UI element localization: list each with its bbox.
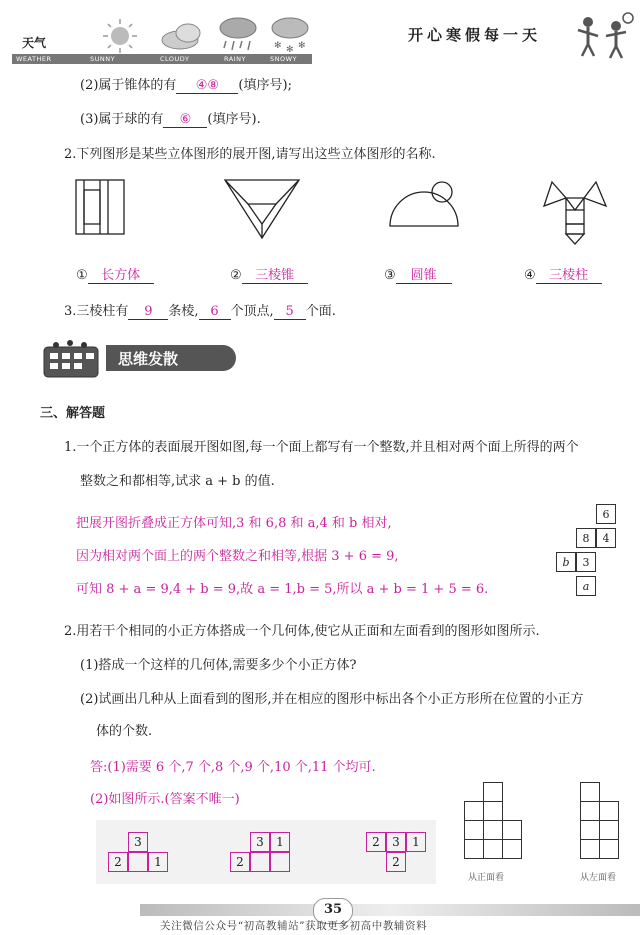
p2-sub2a: (2)试画出几种从上面看到的图形,并在相应的图形中标出各个小正方形所在位置的小正方: [80, 692, 584, 707]
svg-text:✻: ✻: [298, 41, 306, 51]
p2-sub1: (1)搭成一个这样的几何体,需要多少个小正方体?: [80, 658, 357, 673]
net-cone-figure: [384, 180, 464, 230]
sun-icon: [100, 16, 140, 54]
p1-answer-1: 把展开图折叠成正方体可知,3 和 6,8 和 a,4 和 b 相对,: [76, 516, 392, 531]
p2-line1: 2.用若干个相同的小正方体搭成一个几何体,使它从正面和左面看到的图形如图所示.: [64, 624, 540, 639]
left-view-label: 从左面看: [580, 873, 617, 883]
cube-net-figure: [554, 500, 636, 604]
snow-icon: [266, 14, 314, 54]
p1-answer-2: 因为相对两个面上的两个整数之和相等,根据 3 + 6 = 9,: [76, 549, 399, 564]
top-view-figure-3: 2 3 1 2: [362, 830, 442, 876]
weather-label: 天气: [22, 36, 47, 50]
top-view-figure-1: 3 2 1: [104, 830, 174, 876]
header-banner: 开心寒假每一天: [408, 26, 542, 44]
net-cell: a: [576, 576, 596, 596]
front-view-label: 从正面看: [468, 873, 505, 883]
net-cell: 8: [576, 528, 596, 548]
section-title-bar: [106, 345, 236, 371]
p2-sub2b: 体的个数.: [96, 724, 153, 739]
rain-icon: [214, 14, 262, 54]
p1-answer-3: 可知 8 + a = 9,4 + b = 9,故 a = 1,b = 5,所以 a + b = 1 + 5 = 6.: [76, 582, 489, 597]
q1-sub3: (3)属于球的有 ⑥ (填序号).: [80, 112, 261, 127]
top-view-figure-2: 3 1 2: [226, 830, 296, 876]
page-number: 35: [313, 898, 353, 924]
q2-answer-2: ② 三棱锥: [230, 264, 308, 284]
net-cell: b: [556, 552, 576, 572]
footer-text: 关注微信公众号“初高教辅站”获取更多初高中教辅资料: [160, 920, 428, 932]
q3-text: 3.三棱柱有 9 条棱, 6 个顶点, 5 个面.: [64, 304, 336, 319]
net-triangular-pyramid-figure: [222, 176, 302, 242]
section-title: 思维发散: [118, 350, 179, 368]
p1-line2: 整数之和都相等,试求 a + b 的值.: [80, 474, 275, 489]
svg-text:✻: ✻: [274, 41, 282, 51]
net-cell: 6: [596, 504, 616, 524]
footer-bar: [140, 904, 640, 916]
q2-answer-3: ③ 圆锥: [384, 264, 452, 284]
p1-line1: 1.一个正方体的表面展开图如图,每一个面上都写有一个整数,并且相对两个面上所得的两个: [64, 440, 579, 455]
q1-sub2: (2)属于锥体的有 ④⑧ (填序号);: [80, 78, 292, 93]
p2-answer-2: (2)如图所示.(答案不唯一): [90, 792, 240, 807]
children-icon: [574, 10, 634, 60]
p2-answer-1: 答:(1)需要 6 个,7 个,8 个,9 个,10 个,11 个均可.: [90, 760, 376, 775]
left-view-figure: [578, 774, 638, 870]
weather-strip: WEATHER SUNNY CLOUDY RAINY SNOWY: [12, 54, 312, 64]
page-header: [0, 0, 640, 66]
q2-answer-4: ④ 三棱柱: [524, 264, 602, 284]
q1-sub3-answer: ⑥: [163, 112, 207, 128]
q1-sub2-answer: ④⑧: [176, 78, 238, 94]
net-triangular-prism-figure: [540, 176, 610, 246]
front-view-figure: [462, 774, 552, 870]
net-cuboid-figure: [70, 178, 130, 238]
q2-text: 2.下列图形是某些立体图形的展开图,请写出这些立体图形的名称.: [64, 147, 436, 162]
part3-title: 三、解答题: [40, 406, 106, 421]
q2-answer-1: ① 长方体: [76, 264, 154, 284]
net-cell: 4: [596, 528, 616, 548]
calendar-icon: [40, 337, 110, 381]
section-badge: [40, 337, 240, 377]
svg-text:✻: ✻: [286, 45, 294, 54]
cloud-icon: [158, 18, 208, 52]
net-cell: 3: [576, 552, 596, 572]
